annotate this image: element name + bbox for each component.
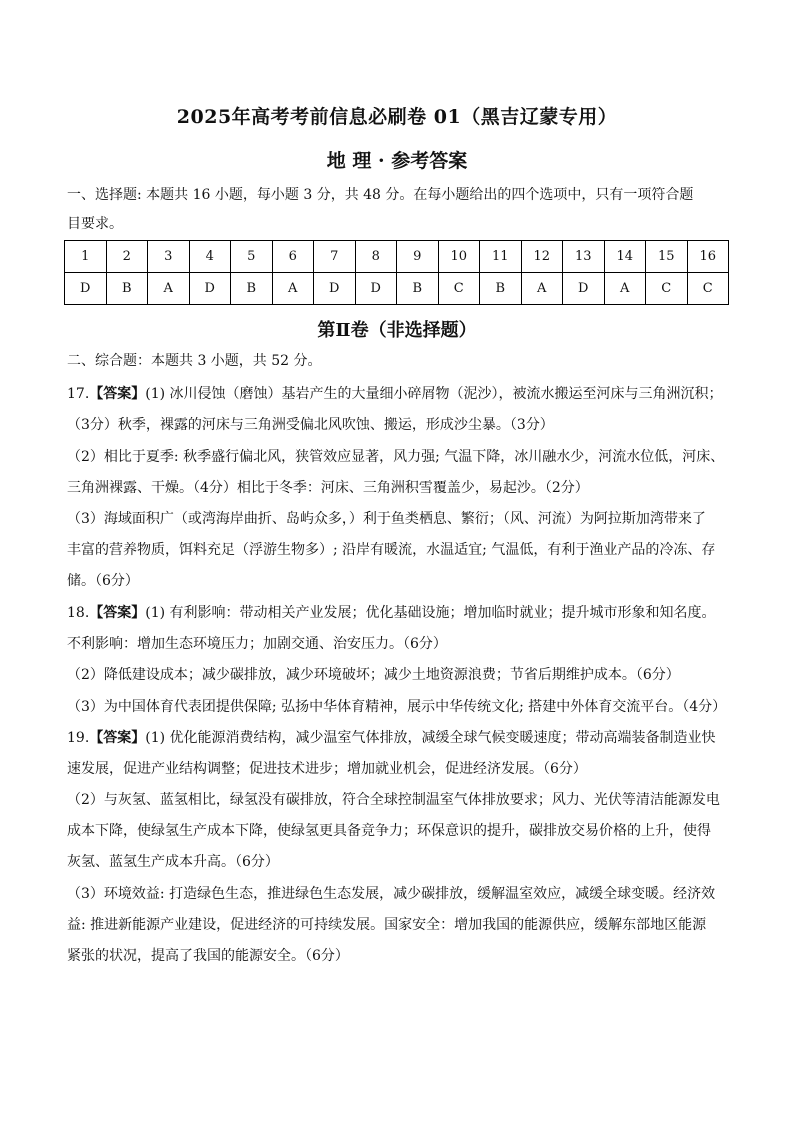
q19-text: 成本下降，使绿氢生产成本下降，使绿氢更具备竞争力；环保意识的提升，碳排放交易价格的上升，使得 <box>67 823 711 839</box>
question-number-cell: 1 <box>65 241 107 273</box>
q17-text: 三角洲裸露、干燥。（4分）相比于冬季：河床、三角洲积雪覆盖少，易起沙。（2分） <box>67 480 589 496</box>
q17-text: （3分）秋季，裸露的河床与三角洲受偏北风吹蚀、搬运，形成沙尘暴。（3分） <box>67 417 554 433</box>
answer-cell: B <box>480 273 522 305</box>
q17-text: 丰富的营养物质，饵料充足（浮游生物多）; 沿岸有暖流，水温适宜; 气温低，有利于渔业产品的冷冻、存 <box>67 542 716 558</box>
answer-cell: A <box>272 273 314 305</box>
q19-text: （3）环境效益: 打造绿色生态，推进绿色生态发展，减少碳排放，缓解温室效应，减缓全球变暖。经济效 <box>67 886 716 902</box>
page-title: 2025年高考考前信息必刷卷 01（黑吉辽蒙专用） <box>176 106 618 128</box>
answer-cell: D <box>65 273 107 305</box>
question-number-cell: 9 <box>397 241 439 273</box>
q19-text: 紧张的状况，提高了我国的能源安全。（6分） <box>67 948 349 964</box>
q19-text: (1) 优化能源消费结构，减少温室气体排放，减缓全球气候变暖速度；带动高端装备制造业快 <box>145 730 716 746</box>
answer-cell: D <box>314 273 356 305</box>
answer-cell: B <box>231 273 273 305</box>
answer-label: 【答案】 <box>89 605 146 621</box>
q18-number: 18. <box>67 605 90 621</box>
question-number-cell: 14 <box>604 241 646 273</box>
question-number-cell: 10 <box>438 241 480 273</box>
question-number-cell: 4 <box>189 241 231 273</box>
question-number-cell: 7 <box>314 241 356 273</box>
q19-text: （2）与灰氢、蓝氢相比，绿氢没有碳排放，符合全球控制温室气体排放要求；风力、光伏等清洁能源发电 <box>67 792 720 808</box>
q17-text: (1) 冰川侵蚀（磨蚀）基岩产生的大量细小碎屑物（泥沙），被流水搬运至河床与三角洲沉积； <box>145 386 723 402</box>
q19-text: 益: 推进新能源产业建设，促进经济的可持续发展。国家安全：增加我国的能源供应，缓解东部地区能源 <box>67 917 707 933</box>
answer-cell: A <box>148 273 190 305</box>
answer-table <box>64 240 729 305</box>
q18-text: 不利影响：增加生态环境压力；加剧交通、治安压力。（6分） <box>67 636 447 652</box>
question-number-cell: 3 <box>148 241 190 273</box>
question-number-cell: 16 <box>687 241 729 273</box>
answer-label: 【答案】 <box>89 386 146 402</box>
answer-cell: C <box>646 273 688 305</box>
q19-text: 灰氢、蓝氢生产成本升高。（6分） <box>67 854 279 870</box>
answer-label: 【答案】 <box>89 730 146 746</box>
section1-instructions: 一、选择题: 本题共 16 小题，每小题 3 分，共 48 分。在每小题给出的四个选项中，只有一项符合题 <box>67 187 694 203</box>
answer-cell: B <box>397 273 439 305</box>
question-number-cell: 15 <box>646 241 688 273</box>
answer-cell: B <box>106 273 148 305</box>
q17-text: 储。（6分） <box>67 573 139 589</box>
section2-intro: 二、综合题：本题共 3 小题，共 52 分。 <box>67 353 322 369</box>
section2-title: 第Ⅱ卷（非选择题） <box>317 320 477 341</box>
question-number-cell: 6 <box>272 241 314 273</box>
answer-cell: A <box>604 273 646 305</box>
section1-instructions-cont: 目要求。 <box>67 216 123 232</box>
page-subtitle: 地 理 · 参考答案 <box>326 150 468 172</box>
question-number-cell: 8 <box>355 241 397 273</box>
q17-text: （2）相比于夏季: 秋季盛行偏北风，狭管效应显著，风力强; 气温下降，冰川融水少，河流水位低，河床、 <box>67 449 725 465</box>
answer-cell: C <box>438 273 480 305</box>
question-number-cell: 11 <box>480 241 522 273</box>
q19-line <box>67 728 735 748</box>
q17-text: （3）海域面积广（或湾海岸曲折、岛屿众多，）利于鱼类栖息、繁衍；（风、河流）为阿拉斯加湾带来了 <box>67 511 706 527</box>
answer-cell: D <box>563 273 605 305</box>
q18-text: （3）为中国体育代表团提供保障; 弘扬中华体育精神，展示中华传统文化; 搭建中外体育交流平台。（4分） <box>67 699 727 715</box>
q19-number: 19. <box>67 730 90 746</box>
question-number-cell: 2 <box>106 241 148 273</box>
answer-cell: D <box>189 273 231 305</box>
q19-text: 速发展，促进产业结构调整；促进技术进步；增加就业机会，促进经济发展。（6分） <box>67 761 587 777</box>
answer-cell: C <box>687 273 729 305</box>
answer-cell: D <box>355 273 397 305</box>
q17-number: 17. <box>67 386 90 402</box>
q18-text: (1) 有利影响：带动相关产业发展；优化基础设施；增加临时就业；提升城市形象和知名度。 <box>145 605 716 621</box>
q17-line <box>67 384 735 404</box>
question-number-cell: 13 <box>563 241 605 273</box>
q18-text: （2）降低建设成本；减少碳排放，减少环境破坏；减少土地资源浪费；节省后期维护成本。（6分） <box>67 667 680 683</box>
answer-cell: A <box>521 273 563 305</box>
answer-row <box>65 273 729 305</box>
question-number-row <box>65 241 729 273</box>
q18-line <box>67 603 735 623</box>
question-number-cell: 5 <box>231 241 273 273</box>
question-number-cell: 12 <box>521 241 563 273</box>
